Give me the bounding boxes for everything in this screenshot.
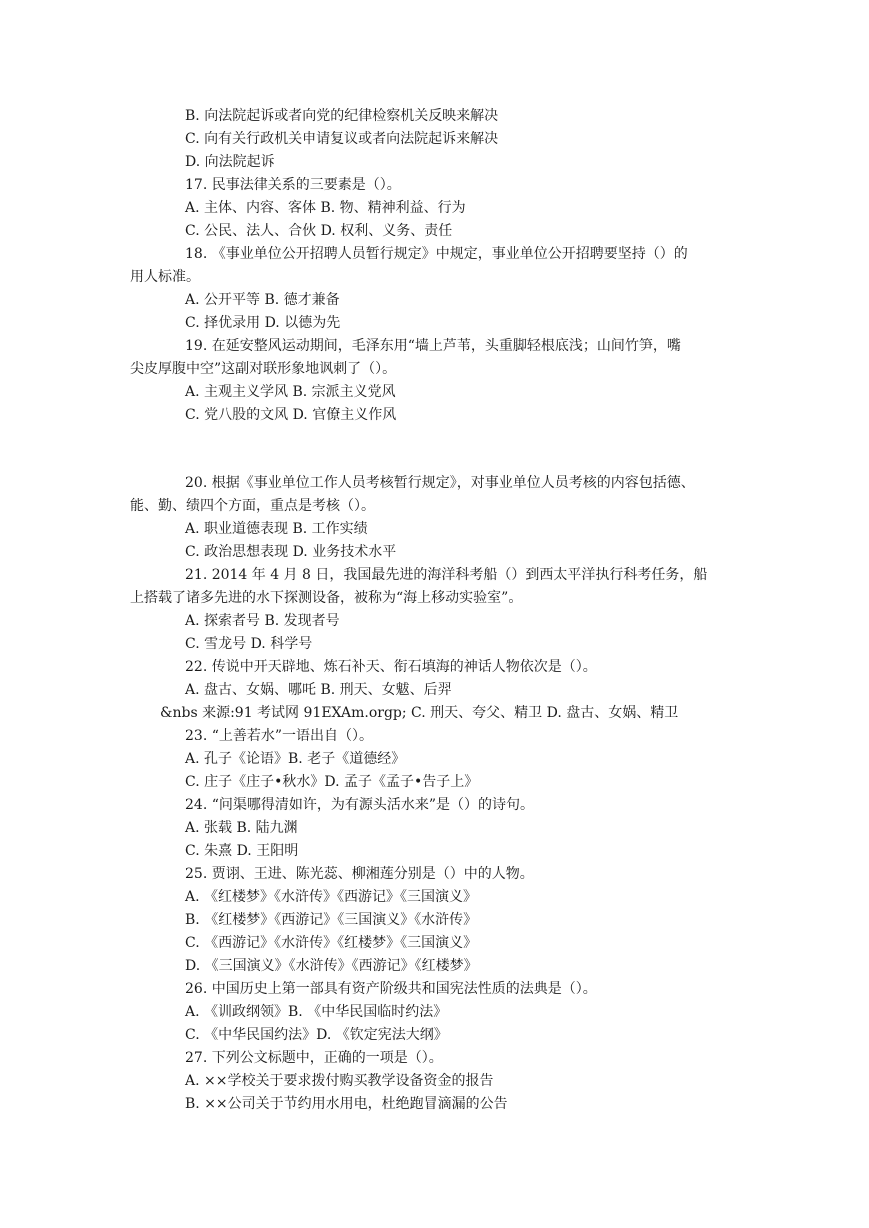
text-line: A. 盘古、女娲、哪吒 B. 刑天、女魃、后羿	[185, 682, 452, 698]
text-line: A. 孔子《论语》B. 老子《道德经》	[185, 751, 406, 767]
text-line: C. 雪龙号 D. 科学号	[185, 636, 313, 652]
question-25: 25. 贾诩、王进、陈光蕊、柳湘莲分别是（）中的人物。	[185, 866, 534, 882]
question-19: 19. 在延安整风运动期间，毛泽东用“墙上芦苇，头重脚轻根底浅；山间竹笋，嘴	[185, 338, 681, 354]
text-line: A. 职业道德表现 B. 工作实绩	[185, 521, 368, 537]
text-line: A. 主观主义学风 B. 宗派主义党风	[185, 384, 396, 400]
text-line: D. 向法院起诉	[185, 154, 275, 170]
text-line: C. 庄子《庄子•秋水》D. 孟子《孟子•告子上》	[185, 774, 479, 790]
question-23: 23. “上善若水”一语出自（）。	[185, 728, 374, 744]
source-watermark-line: &nbs 来源:91 考试网 91EXAm.orgp; C. 刑天、夸父、精卫 D. 盘古、女娲、精卫	[160, 705, 679, 721]
text-line: B. ××公司关于节约用水用电，杜绝跑冒滴漏的公告	[185, 1096, 508, 1112]
text-line: C. 政治思想表现 D. 业务技术水平	[185, 544, 397, 560]
text-line: C. 党八股的文风 D. 官僚主义作风	[185, 407, 397, 423]
text-line: A. 探索者号 B. 发现者号	[185, 613, 340, 629]
text-line: B. 向法院起诉或者向党的纪律检察机关反映来解决	[185, 108, 499, 124]
text-line: A. 《红楼梦》《水浒传》《西游记》《三国演义》	[185, 889, 478, 905]
text-line: A. 《训政纲领》B. 《中华民国临时约法》	[185, 1004, 448, 1020]
text-line: C. 《中华民国约法》D. 《钦定宪法大纲》	[185, 1027, 448, 1043]
text-line: 用人标准。	[130, 269, 200, 285]
text-line: A. 张载 B. 陆九渊	[185, 820, 298, 836]
text-line: C. 公民、法人、合伙 D. 权利、义务、责任	[185, 223, 453, 239]
question-20: 20. 根据《事业单位工作人员考核暂行规定》，对事业单位人员考核的内容包括德、	[185, 475, 695, 491]
question-26: 26. 中国历史上第一部具有资产阶级共和国宪法性质的法典是（）。	[185, 981, 597, 997]
text-line: 尖皮厚腹中空”这副对联形象地讽刺了（）。	[130, 361, 397, 377]
question-18: 18. 《事业单位公开招聘人员暂行规定》中规定，事业单位公开招聘要坚持（）的	[185, 246, 688, 262]
text-line: C. 《西游记》《水浒传》《红楼梦》《三国演义》	[185, 935, 478, 951]
text-line: A. 主体、内容、客体 B. 物、精神利益、行为	[185, 200, 466, 216]
text-line: 上搭载了诸多先进的水下探测设备，被称为“海上移动实验室”。	[130, 590, 523, 606]
question-17: 17. 民事法律关系的三要素是（）。	[185, 177, 401, 193]
text-line: A. 公开平等 B. 德才兼备	[185, 292, 340, 308]
text-line: 能、勤、绩四个方面，重点是考核（）。	[130, 498, 375, 514]
text-line: C. 向有关行政机关申请复议或者向法院起诉来解决	[185, 131, 499, 147]
question-22: 22. 传说中开天辟地、炼石补天、衔石填海的神话人物依次是（）。	[185, 659, 597, 675]
text-line: B. 《红楼梦》《西游记》《三国演义》《水浒传》	[185, 912, 478, 928]
text-line: C. 择优录用 D. 以德为先	[185, 315, 341, 331]
text-line: D. 《三国演义》《水浒传》《西游记》《红楼梦》	[185, 958, 478, 974]
question-24: 24. “问渠哪得清如许，为有源头活水来”是（）的诗句。	[185, 797, 535, 813]
text-line: A. ××学校关于要求拨付购买教学设备资金的报告	[185, 1073, 494, 1089]
question-27: 27. 下列公文标题中，正确的一项是（）。	[185, 1050, 443, 1066]
text-line: C. 朱熹 D. 王阳明	[185, 843, 299, 859]
question-21: 21. 2014 年 4 月 8 日，我国最先进的海洋科考船（）到西太平洋执行科考任务，船	[185, 567, 708, 583]
